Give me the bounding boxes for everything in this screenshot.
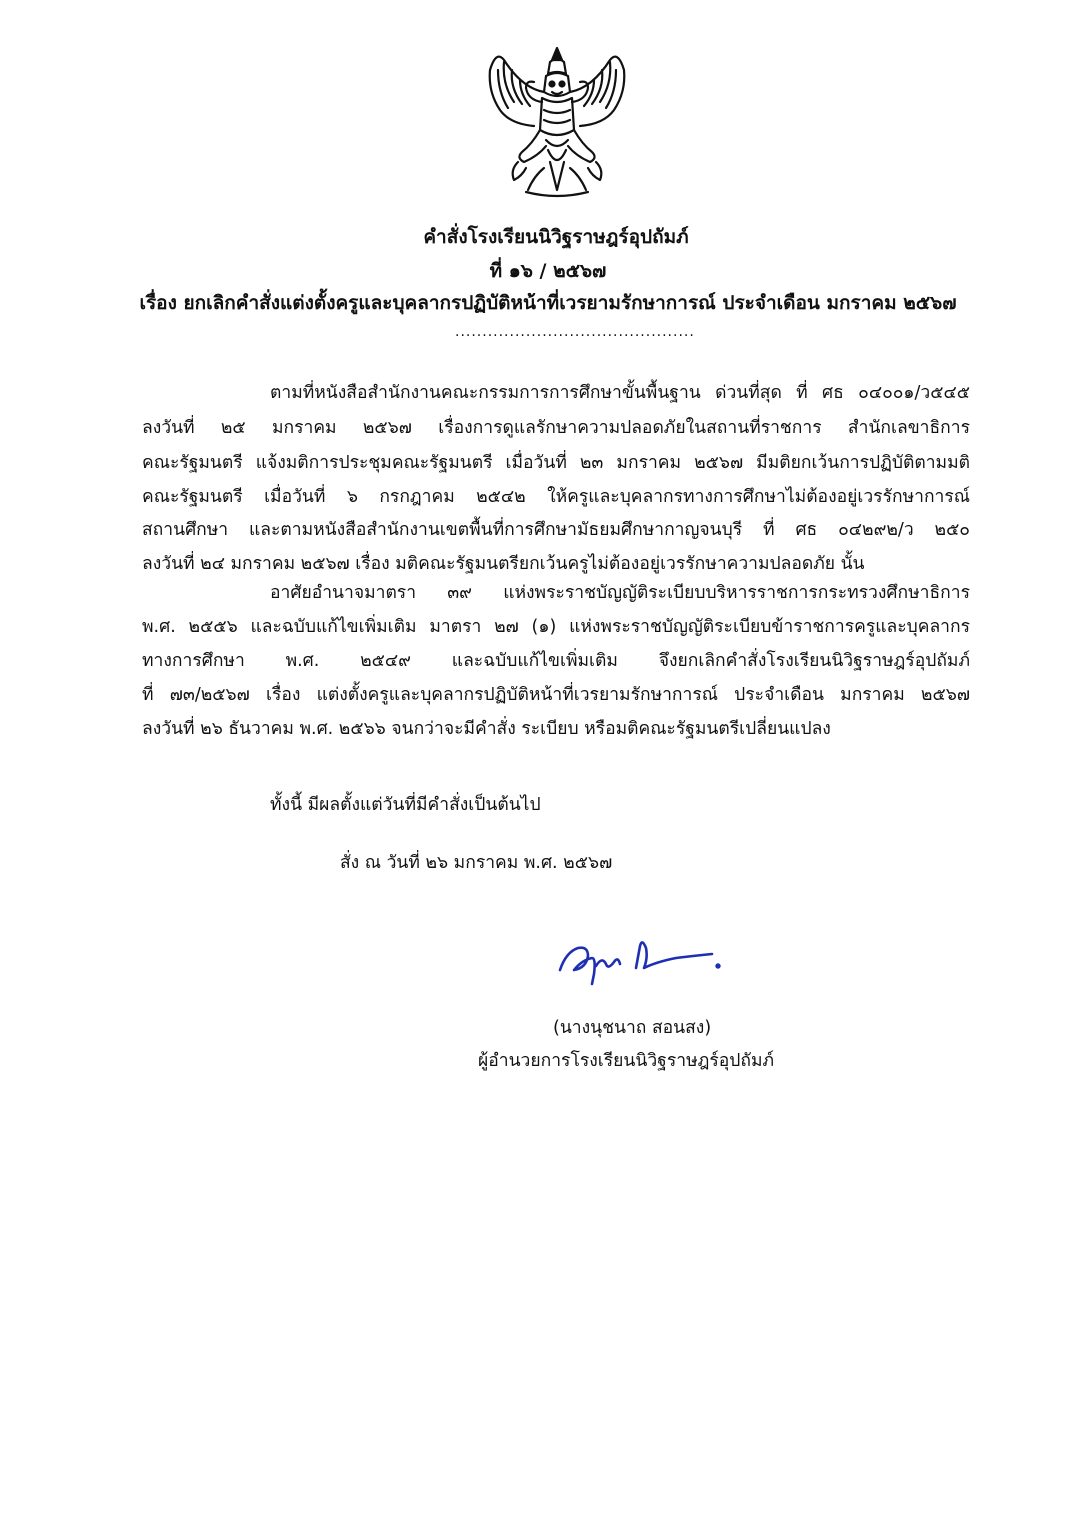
paragraph-1-line: คณะรัฐมนตรี แจ้งมติการประชุมคณะรัฐมนตรี เมื่อวันที่ ๒๓ มกราคม ๒๕๖๗ มีมติยกเว้นการปฏิบัติตามมติ (142, 453, 970, 473)
header-separator: ............................................ (455, 324, 695, 340)
paragraph-2-line: ที่ ๗๓/๒๕๖๗ เรื่อง แต่งตั้งครูและบุคลากรปฏิบัติหน้าที่เวรยามรักษาการณ์ ประจำเดือน มกราคม ๒๕๖๗ (142, 685, 970, 705)
signer-name: (นางนุชนาถ สอนสง) (553, 1018, 712, 1038)
effective-clause: ทั้งนี้ มีผลตั้งแต่วันที่มีคำสั่งเป็นต้นไป (270, 795, 541, 815)
order-subject: เรื่อง ยกเลิกคำสั่งแต่งตั้งครูและบุคลากรปฏิบัติหน้าที่เวรยามรักษาการณ์ ประจำเดือน มกราคม ๒๕๖๗ (139, 292, 957, 314)
order-date: สั่ง ณ วันที่ ๒๖ มกราคม พ.ศ. ๒๕๖๗ (340, 853, 613, 873)
paragraph-2-line: พ.ศ. ๒๕๕๖ และฉบับแก้ไขเพิ่มเติม มาตรา ๒๗ (๑) แห่งพระราชบัญญัติระเบียบข้าราชการครูและบุคลากร (142, 617, 970, 637)
paragraph-1-line: คณะรัฐมนตรี เมื่อวันที่ ๖ กรกฎาคม ๒๕๔๒ ให้ครูและบุคลากรทางการศึกษาไม่ต้องอยู่เวรรักษาการณ์ (142, 487, 970, 507)
paragraph-2-line: ทางการศึกษา พ.ศ. ๒๕๔๙ และฉบับแก้ไขเพิ่มเติม จึงยกเลิกคำสั่งโรงเรียนนิวิฐราษฎร์อุปถัมภ์ (142, 651, 970, 671)
order-title: คำสั่งโรงเรียนนิวิฐราษฎร์อุปถัมภ์ (423, 226, 689, 248)
paragraph-2-line: ลงวันที่ ๒๖ ธันวาคม พ.ศ. ๒๕๖๖ จนกว่าจะมีคำสั่ง ระเบียบ หรือมติคณะรัฐมนตรีเปลี่ยนแปลง (142, 719, 831, 739)
handwritten-signature-icon (552, 918, 732, 988)
paragraph-1-line: ตามที่หนังสือสำนักงานคณะกรรมการการศึกษาขั้นพื้นฐาน ด่วนที่สุด ที่ ศธ ๐๔๐๐๑/ว๕๔๕ (270, 383, 970, 403)
paragraph-2-line: อาศัยอำนาจมาตรา ๓๙ แห่งพระราชบัญญัติระเบียบบริหารราชการกระทรวงศึกษาธิการ (270, 583, 970, 603)
paragraph-1-line: ลงวันที่ ๒๕ มกราคม ๒๕๖๗ เรื่องการดูแลรักษาความปลอดภัยในสถานที่ราชการ สำนักเลขาธิการ (142, 418, 970, 438)
garuda-emblem-icon (482, 40, 632, 202)
order-number: ที่ ๑๖ / ๒๕๖๗ (489, 260, 607, 282)
paragraph-1-line: ลงวันที่ ๒๔ มกราคม ๒๕๖๗ เรื่อง มติคณะรัฐมนตรียกเว้นครูไม่ต้องอยู่เวรรักษาความปลอดภัย นั้น (142, 554, 865, 574)
signer-position: ผู้อำนวยการโรงเรียนนิวิฐราษฎร์อุปถัมภ์ (478, 1051, 775, 1071)
paragraph-1-line: สถานศึกษา และตามหนังสือสำนักงานเขตพื้นที่การศึกษามัธยมศึกษากาญจนบุรี ที่ ศธ ๐๔๒๙๒/ว ๒๕๐ (142, 520, 970, 540)
